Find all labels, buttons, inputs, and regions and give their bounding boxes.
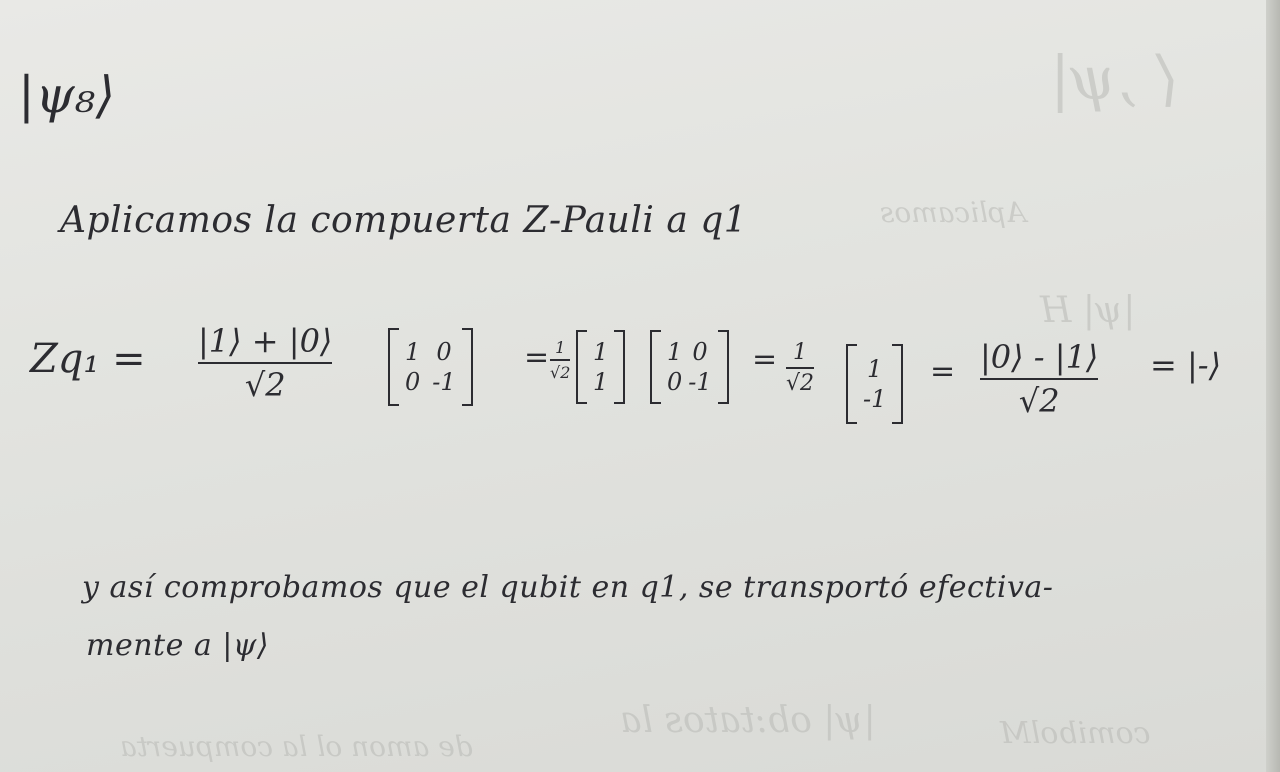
ghost-text-mid-right: |ψ| H bbox=[1040, 290, 1136, 331]
result-minus-state: = |-⟩ bbox=[1150, 346, 1222, 384]
matrix-cell: 0 bbox=[667, 368, 683, 396]
state-heading: |ψ₈⟩ bbox=[18, 66, 116, 124]
matrix-cell: 0 bbox=[692, 338, 708, 366]
state-fraction bbox=[198, 322, 332, 404]
scale-denominator: √2 bbox=[550, 363, 571, 382]
matrix-cell: -1 bbox=[432, 368, 456, 396]
conclusion-line-1: y así comprobamos que el qubit en q1, se transportó efectiva- bbox=[82, 570, 1054, 605]
intro-line: Aplicamos la compuerta Z-Pauli a q1 bbox=[60, 200, 748, 241]
result-fraction bbox=[980, 338, 1098, 420]
vector-right-bracket bbox=[614, 330, 625, 404]
matrix-cell: 0 bbox=[436, 338, 452, 366]
fraction-bar bbox=[198, 362, 332, 364]
pauli-z-matrix-2 bbox=[650, 330, 729, 404]
equals-sign: = bbox=[930, 354, 956, 389]
conclusion-line-2: mente a |ψ⟩ bbox=[86, 628, 270, 663]
ghost-text-right: Aplicamos bbox=[880, 196, 1027, 229]
fraction-bar bbox=[980, 378, 1098, 380]
equation-lhs: Zq₁ = bbox=[30, 336, 146, 382]
state-denominator: √2 bbox=[244, 366, 286, 404]
ghost-text-bottom-right: comibolM bbox=[1000, 716, 1151, 751]
vector-cell: -1 bbox=[863, 385, 887, 413]
output-vector bbox=[846, 344, 903, 424]
equals-sign: = bbox=[752, 342, 778, 377]
vector-cell: 1 bbox=[593, 338, 609, 366]
matrix-cell: 1 bbox=[405, 338, 421, 366]
vector-cell: 1 bbox=[593, 368, 609, 396]
matrix-left-bracket bbox=[388, 328, 399, 406]
state-numerator: |1⟩ + |0⟩ bbox=[198, 322, 333, 360]
vector-left-bracket bbox=[846, 344, 857, 424]
fraction-bar bbox=[550, 359, 570, 361]
pauli-z-matrix bbox=[388, 328, 473, 406]
fraction-bar bbox=[786, 367, 814, 369]
equals-sign: = bbox=[524, 340, 550, 375]
input-vector bbox=[576, 330, 625, 404]
matrix-right-bracket bbox=[718, 330, 729, 404]
scale-fraction-1 bbox=[550, 338, 570, 382]
ghost-text-top-right: ⟨ ,ψ| bbox=[1050, 44, 1179, 114]
vector-right-bracket bbox=[892, 344, 903, 424]
scale-fraction-2 bbox=[786, 340, 814, 396]
result-numerator: |0⟩ - |1⟩ bbox=[980, 338, 1099, 376]
page-edge bbox=[1266, 0, 1280, 772]
result-denominator: √2 bbox=[1018, 382, 1060, 420]
vector-cell: 1 bbox=[867, 355, 883, 383]
matrix-cell: 0 bbox=[405, 368, 421, 396]
scale-denominator: √2 bbox=[786, 371, 815, 396]
ghost-text-bottom-center: |ψ| ob:tatos la bbox=[620, 700, 876, 741]
matrix-right-bracket bbox=[462, 328, 473, 406]
matrix-cell: 1 bbox=[667, 338, 683, 366]
matrix-left-bracket bbox=[650, 330, 661, 404]
vector-left-bracket bbox=[576, 330, 587, 404]
scale-numerator: 1 bbox=[793, 340, 807, 365]
ghost-text-bottom-left: de amon ol la compuerta bbox=[120, 730, 473, 763]
scale-numerator: 1 bbox=[555, 338, 566, 357]
matrix-cell: -1 bbox=[688, 368, 712, 396]
